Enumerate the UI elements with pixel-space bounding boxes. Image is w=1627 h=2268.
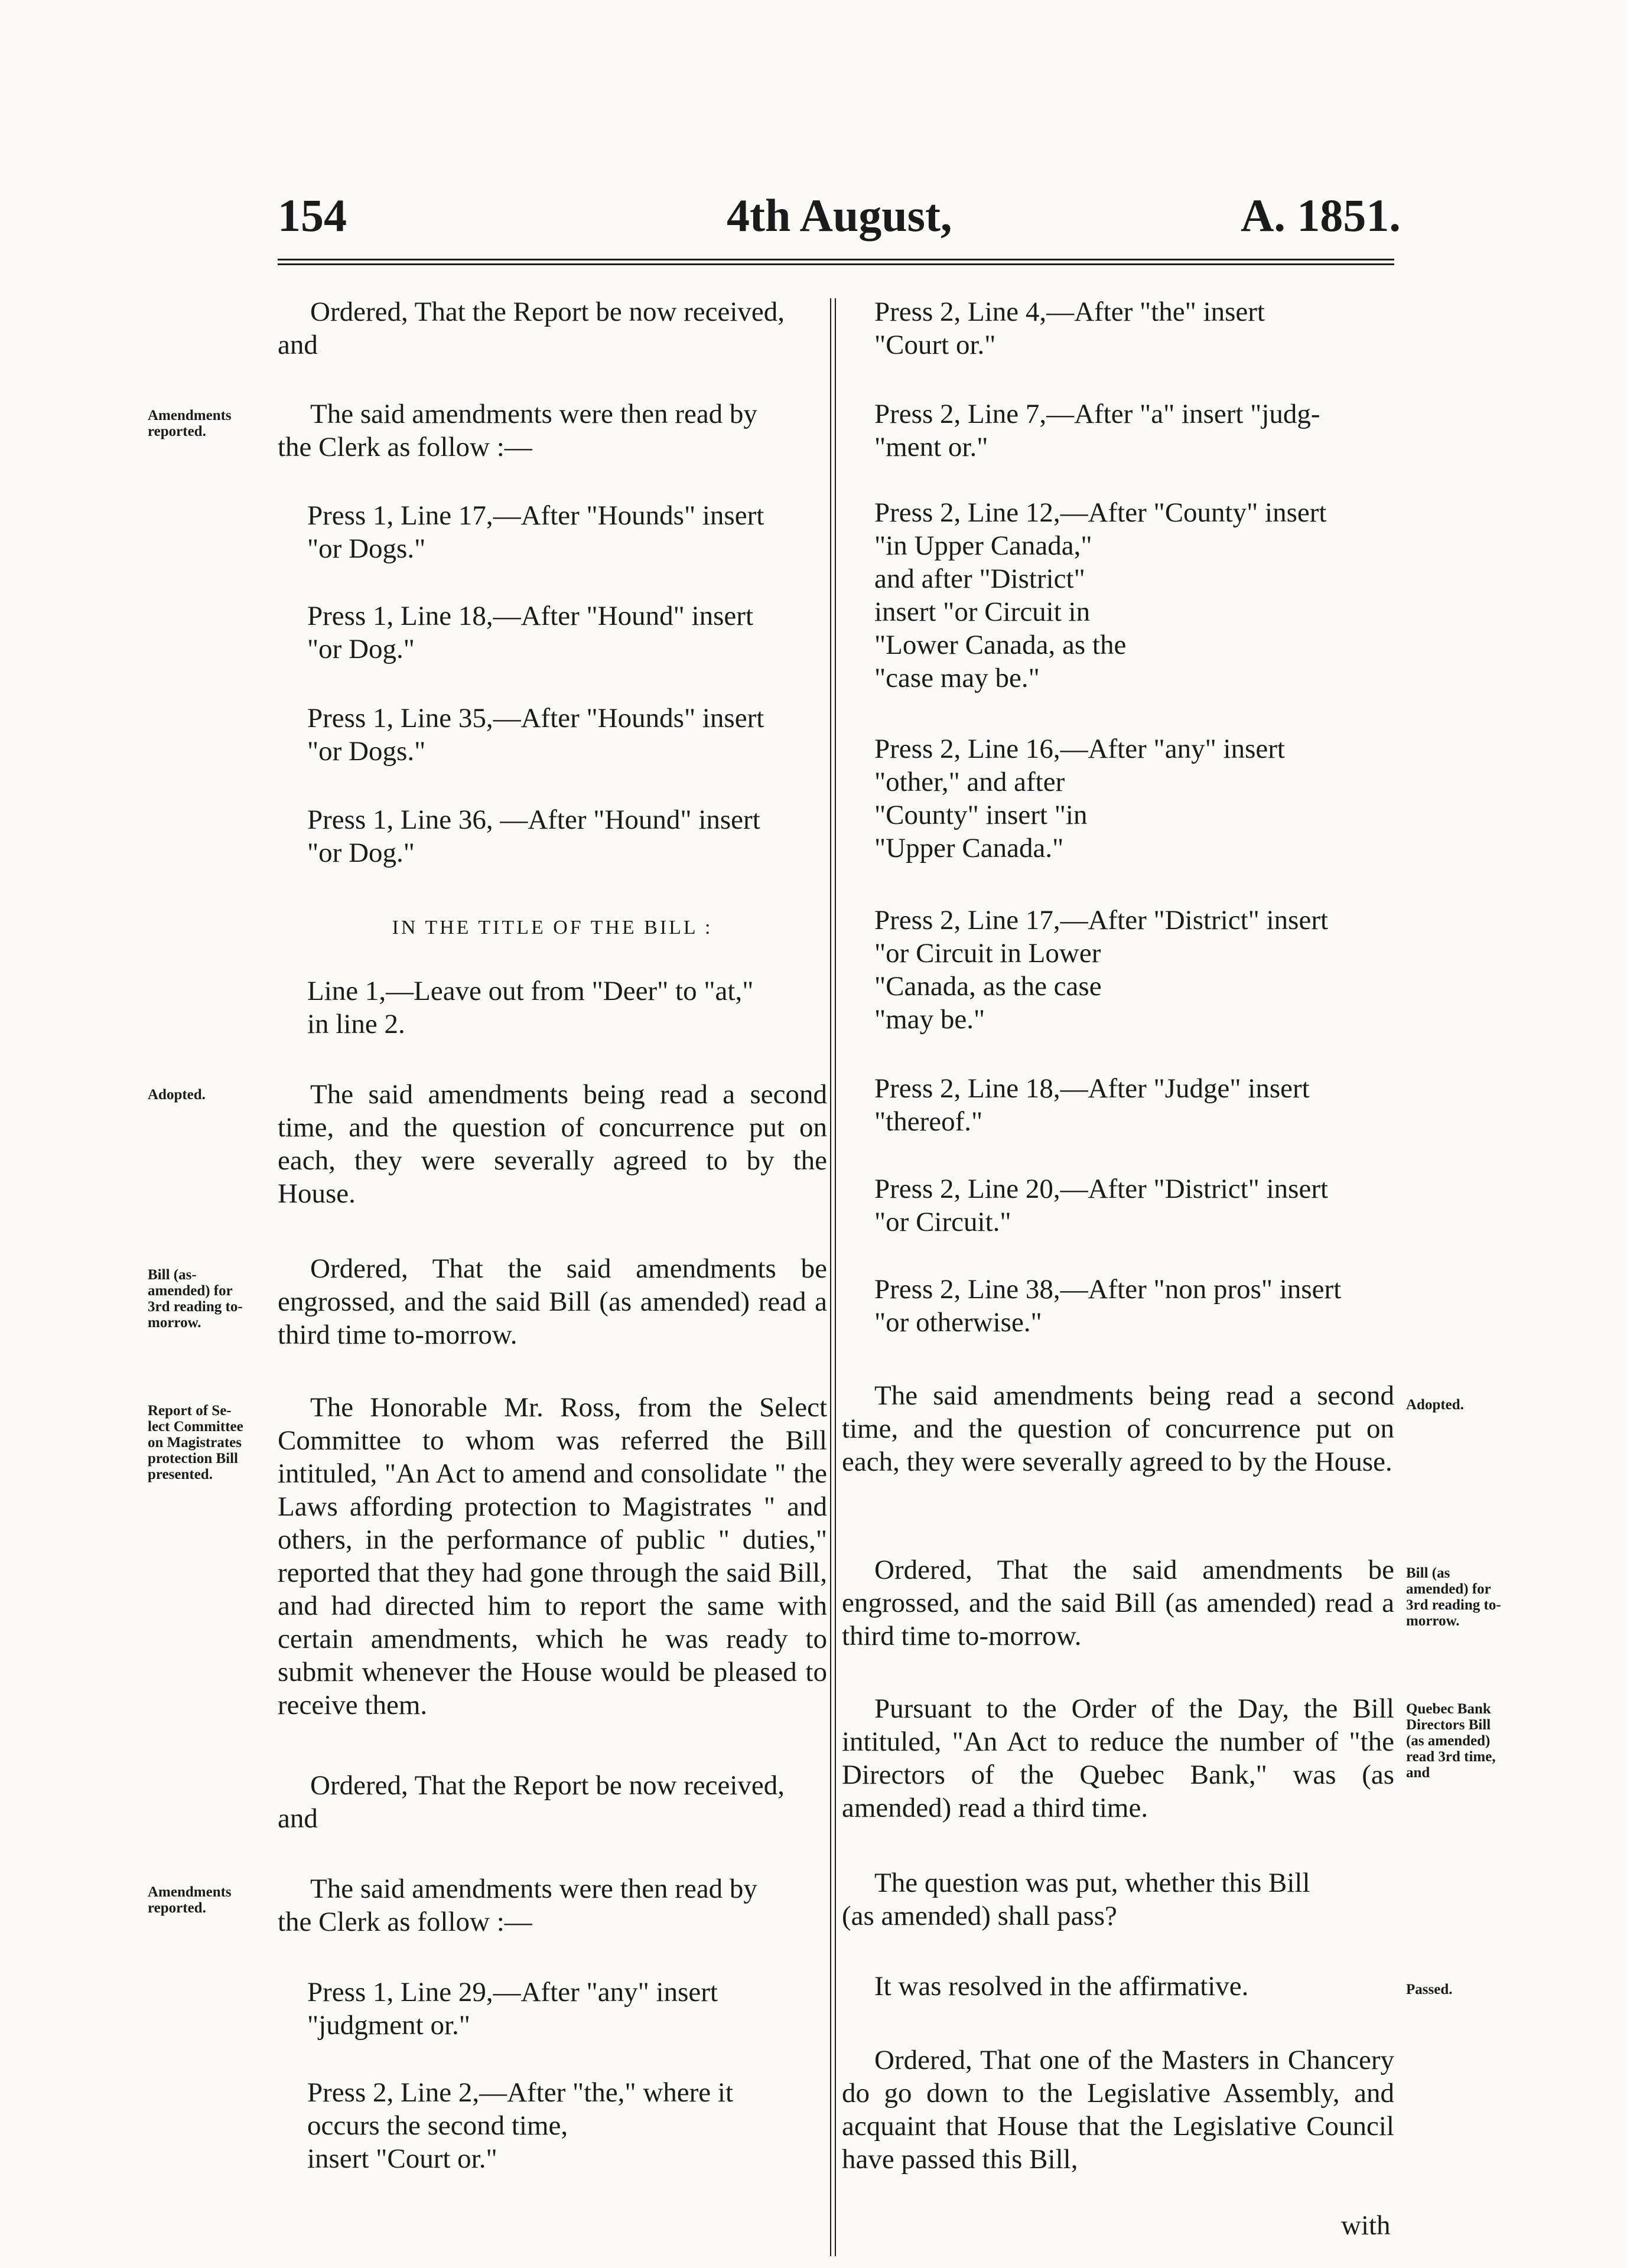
margin-note: Bill (as- amended) for 3rd reading to- morrow. bbox=[148, 1267, 243, 1331]
amendment: Press 2, Line 17,—After "District" insert "or Circuit in Lower "Canada, as the case "may be." bbox=[874, 905, 1329, 1035]
margin-note: Bill (as amended) for 3rd reading to- morrow. bbox=[1406, 1565, 1501, 1629]
left-paragraph: Ordered, That the Report be now received, and bbox=[278, 1770, 785, 1834]
amendment: Press 1, Line 18,—After "Hound" insert "or Dog." bbox=[307, 601, 754, 664]
amendment: Press 2, Line 18,—After "Judge" insert "thereof." bbox=[874, 1073, 1310, 1137]
amendment: Press 2, Line 2,—After "the," where it occurs the second time, insert "Court or." bbox=[307, 2077, 733, 2174]
page-header bbox=[0, 177, 1627, 248]
amendment: Line 1,—Leave out from "Deer" to "at," in line 2. bbox=[307, 976, 754, 1040]
left-paragraph: Ordered, That the said amendments be engrossed, and the said Bill (as amended) read a third time to-morrow. bbox=[278, 1253, 827, 1350]
amendment: Press 1, Line 35,—After "Hounds" insert "or Dogs." bbox=[307, 703, 764, 767]
header-rule bbox=[278, 263, 1394, 265]
left-paragraph: The said amendments were then read by the Clerk as follow :— bbox=[278, 399, 757, 462]
left-paragraph: The said amendments being read a second time, and the question of concurrence put on each, they were severally agreed to by the House. bbox=[278, 1079, 827, 1209]
right-paragraph: The said amendments being read a second time, and the question of concurrence put on each, they were severally agreed to by the House. bbox=[842, 1380, 1394, 1477]
left-paragraph: The Honorable Mr. Ross, from the Select Committee to whom was referred the Bill intituled, "An Act to amend and consolidate " the Laws affording protection to Magistrates " and others, in the performance of public " duties," reported that they had gone through the said Bill, and had directed him to report the same with certain amendments, which he was ready to submit whenever the House would be pleased to receive them. bbox=[278, 1392, 827, 1720]
page-date: 4th August, bbox=[727, 190, 952, 241]
page-number: 154 bbox=[278, 190, 347, 241]
amendment: Press 2, Line 4,—After "the" insert "Court or." bbox=[874, 296, 1265, 360]
column-separator bbox=[830, 298, 836, 2256]
right-paragraph: Ordered, That the said amendments be engrossed, and the said Bill (as amended) read a third time to-morrow. bbox=[842, 1555, 1394, 1651]
amendment: Press 2, Line 12,—After "County" insert "in Upper Canada," and after "District" insert "or Circuit in "Lower Canada, as the "case may be." bbox=[874, 497, 1327, 693]
margin-note: Passed. bbox=[1406, 1982, 1453, 1997]
page-year: A. 1851. bbox=[1241, 190, 1401, 241]
margin-note: Adopted. bbox=[148, 1087, 206, 1103]
right-paragraph: It was resolved in the affirmative. bbox=[874, 1971, 1249, 2002]
amendment: Press 1, Line 36, —After "Hound" insert "or Dog." bbox=[307, 804, 760, 868]
amendment: Press 2, Line 38,—After "non pros" insert "or otherwise." bbox=[874, 1274, 1342, 1338]
margin-note: Quebec Bank Directors Bill (as amended) read 3rd time, and bbox=[1406, 1701, 1496, 1781]
section-heading: IN THE TITLE OF THE BILL : bbox=[392, 917, 713, 939]
left-paragraph: Ordered, That the Report be now received, and bbox=[278, 296, 785, 360]
margin-note: Report of Se- lect Committee on Magistrates protection Bill presented. bbox=[148, 1403, 243, 1482]
amendment: Press 2, Line 16,—After "any" insert "other," and after "County" insert "in "Upper Canada." bbox=[874, 734, 1285, 863]
catchword: with bbox=[1341, 2210, 1391, 2241]
margin-note: Adopted. bbox=[1406, 1397, 1464, 1413]
amendment: Press 1, Line 17,—After "Hounds" insert "or Dogs." bbox=[307, 500, 764, 564]
amendment: Press 2, Line 20,—After "District" insert "or Circuit." bbox=[874, 1174, 1329, 1237]
amendment: Press 1, Line 29,—After "any" insert "judgment or." bbox=[307, 1977, 718, 2041]
amendment: Press 2, Line 7,—After "a" insert "judg- "ment or." bbox=[874, 399, 1320, 462]
margin-note: Amendments reported. bbox=[148, 1884, 232, 1916]
left-paragraph: The said amendments were then read by the Clerk as follow :— bbox=[278, 1873, 757, 1937]
right-paragraph: Ordered, That one of the Masters in Chancery do go down to the Legislative Assembly, and acquaint that House that the Legislative Council have passed this Bill, bbox=[842, 2045, 1394, 2175]
right-paragraph: The question was put, whether this Bill (as amended) shall pass? bbox=[842, 1868, 1310, 1931]
header-rule bbox=[278, 259, 1394, 260]
right-paragraph: Pursuant to the Order of the Day, the Bill intituled, "An Act to reduce the number of "the Directors of the Quebec Bank," was (as amended) read a third time. bbox=[842, 1693, 1394, 1823]
margin-note: Amendments reported. bbox=[148, 408, 232, 439]
